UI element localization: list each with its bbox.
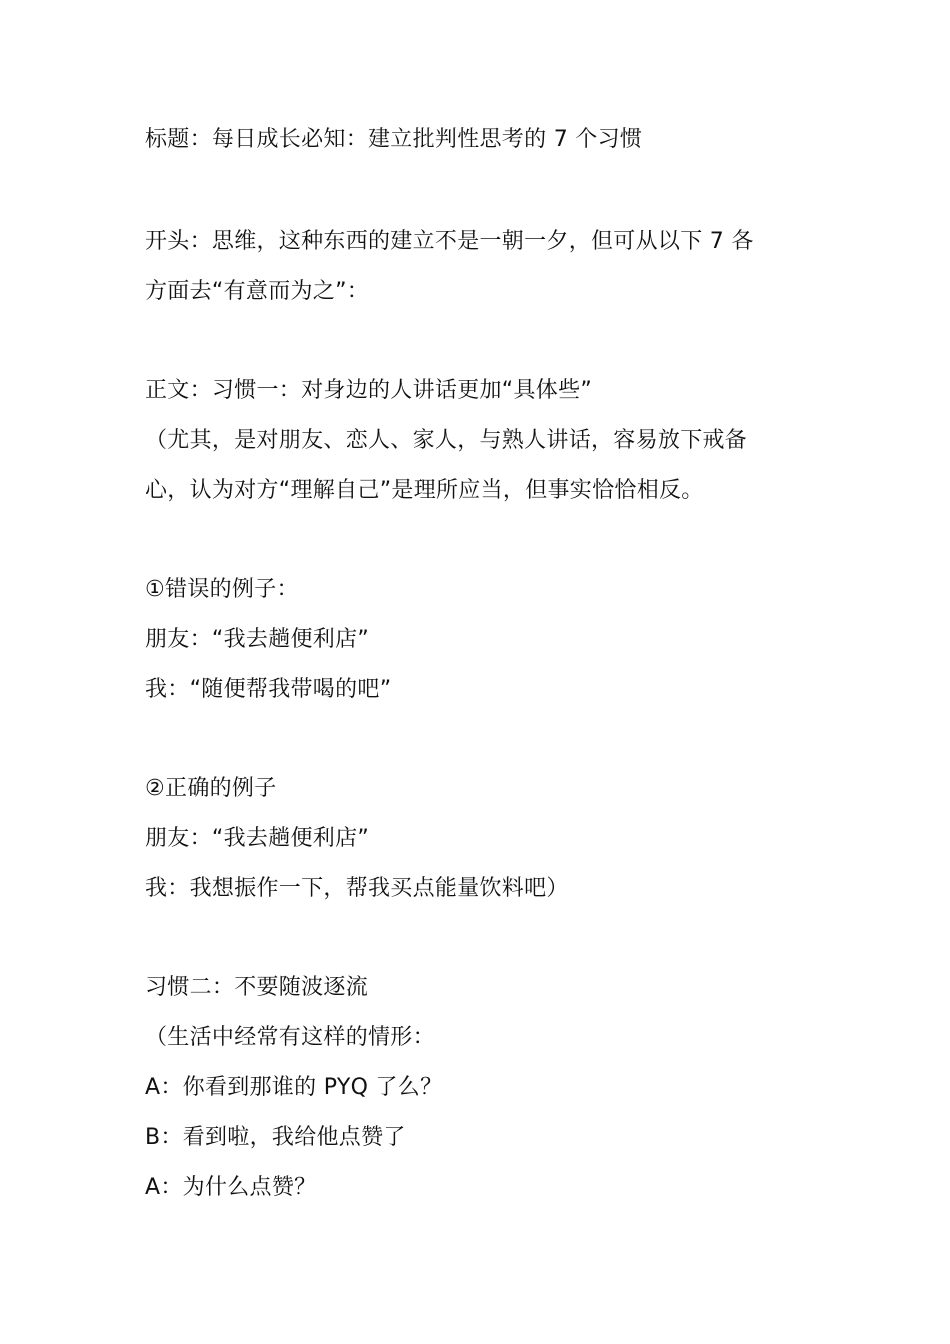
right-example-me: 我：我想振作一下，帮我买点能量饮料吧）	[145, 876, 569, 901]
habit1-paragraph-line-1: （尤其，是对朋友、恋人、家人，与熟人讲话，容易放下戒备	[145, 428, 748, 453]
right-example-label: ②正确的例子	[145, 776, 277, 801]
habit2-heading: 习惯二：不要随波逐流	[145, 975, 369, 1000]
dialog-line-a2: A：为什么点赞？	[145, 1175, 317, 1200]
habit1-heading: 正文：习惯一：对身边的人讲话更加“具体些”	[145, 378, 593, 403]
right-example-friend: 朋友：“我去趟便利店”	[145, 826, 370, 851]
dialog-line-a1: A：你看到那谁的 PYQ 了么？	[145, 1075, 443, 1100]
intro-line-2: 方面去“有意而为之”：	[145, 279, 370, 304]
habit1-paragraph-line-2: 心，认为对方“理解自己”是理所应当，但事实恰恰相反。	[145, 478, 704, 503]
document-title: 标题：每日成长必知：建立批判性思考的 7 个习惯	[145, 127, 643, 152]
wrong-example-me: 我：“随便帮我带喝的吧”	[145, 677, 392, 702]
dialog-line-b1: B：看到啦，我给他点赞了	[145, 1125, 406, 1150]
habit2-intro: （生活中经常有这样的情形：	[145, 1025, 435, 1050]
wrong-example-friend: 朋友：“我去趟便利店”	[145, 627, 370, 652]
wrong-example-label: ①错误的例子：	[145, 577, 299, 602]
intro-line-1: 开头：思维，这种东西的建立不是一朝一夕，但可从以下 7 各	[145, 229, 754, 254]
